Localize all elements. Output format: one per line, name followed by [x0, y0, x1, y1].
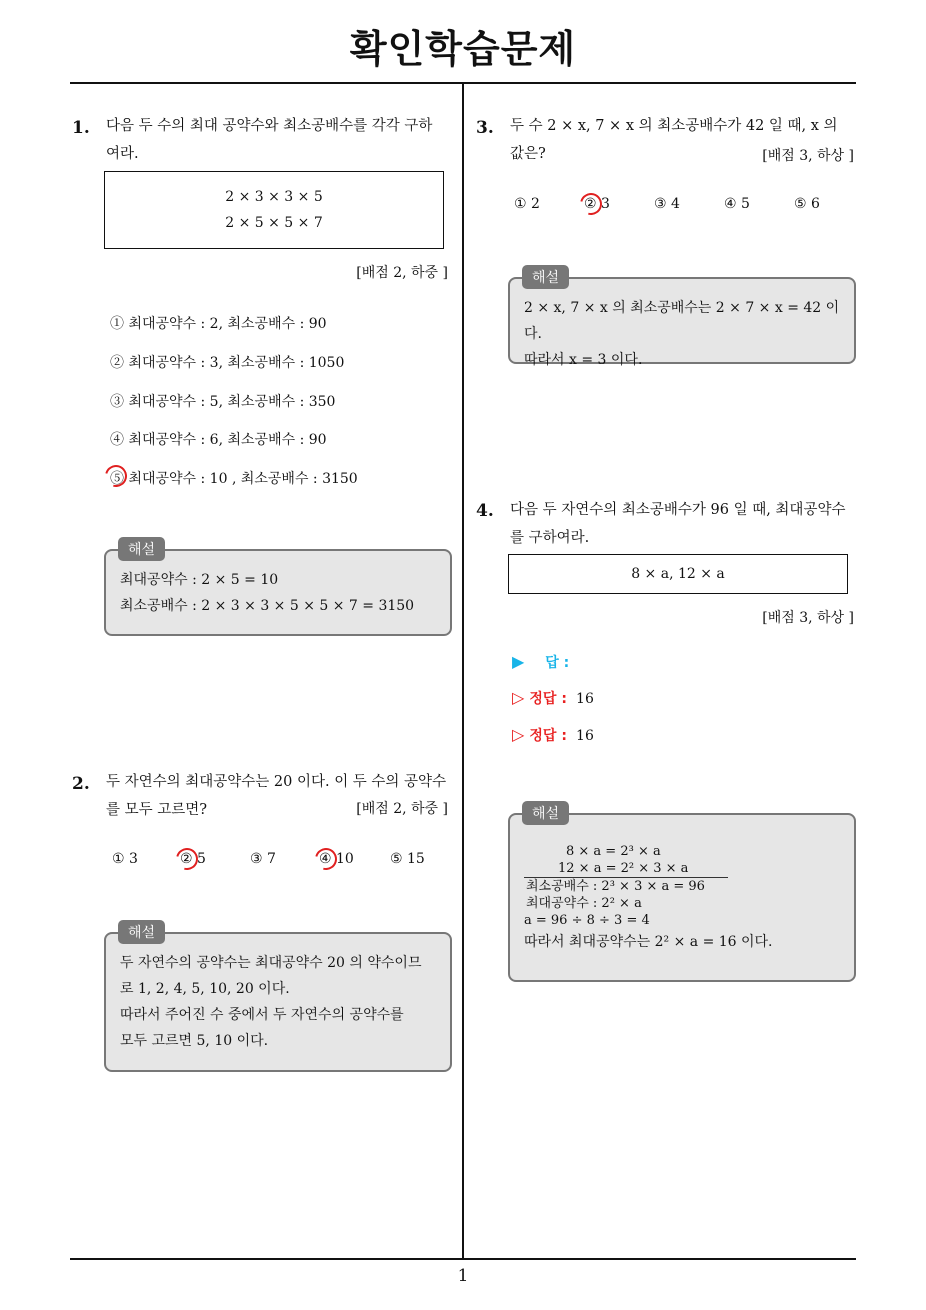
q3-answer-mark-icon: [576, 189, 606, 219]
q4-correct-value-1: 16: [576, 691, 594, 707]
q1-option-4[interactable]: ④ 최대공약수 : 6, 최소공배수 : 90: [110, 432, 327, 448]
q3-sol-line2: 따라서 x = 3 이다.: [524, 352, 643, 368]
q4-box-line1: 8 × a, 12 × a: [631, 566, 725, 582]
q4-given-box: [508, 554, 848, 594]
q4-correct-row-2: [512, 725, 594, 745]
q4-calc-line1: 8 × a = 2³ × a: [566, 844, 661, 859]
q2-sol-line3: 따라서 주어진 수 중에서 두 자연수의 공약수를: [120, 1007, 404, 1023]
q1-solution-box: [104, 549, 452, 636]
q4-number: 4.: [476, 501, 494, 521]
q2-sol-line4: 모두 고르면 5, 10 이다.: [120, 1033, 269, 1049]
q1-sol-line1: 최대공약수 : 2 × 5 = 10: [120, 572, 279, 588]
q2-text-line1: 두 자연수의 최대공약수는 20 이다. 이 두 수의 공약수: [106, 774, 447, 790]
q1-box-line2: 2 × 5 × 5 × 7: [225, 215, 323, 231]
q4-correct-row-1: [512, 688, 594, 708]
q2-solution-box: [104, 932, 452, 1072]
q1-option-2[interactable]: ② 최대공약수 : 3, 최소공배수 : 1050: [110, 355, 345, 371]
q2-option-1[interactable]: ① 3: [112, 851, 138, 867]
q4-correct-marker-icon-1: ▷: [512, 688, 525, 707]
q4-correct-value-2: 16: [576, 728, 594, 744]
page-number: 1: [457, 1266, 469, 1286]
q4-correct-label-2: 정답 :: [529, 728, 567, 744]
q3-sol-line1: 2 × x, 7 × x 의 최소공배수는 2 × 7 × x = 42 이다.: [524, 300, 840, 342]
q4-text-line2: 를 구하여라.: [510, 530, 590, 546]
q4-answer-row: [512, 652, 569, 672]
q4-text: [510, 496, 860, 552]
q4-correct-marker-icon-2: ▷: [512, 725, 525, 744]
play-icon: ▶: [512, 652, 525, 671]
q4-text-line1: 다음 두 자연수의 최소공배수가 96 일 때, 최대공약수: [510, 502, 846, 518]
q4-points: [배점 3, 하상 ]: [762, 610, 854, 626]
q1-text: [106, 112, 456, 168]
q1-option-3[interactable]: ③ 최대공약수 : 5, 최소공배수 : 350: [110, 394, 336, 410]
q3-number: 3.: [476, 118, 494, 138]
q3-text-line1: 두 수 2 × x, 7 × x 의 최소공배수가 42 일 때, x 의: [510, 118, 838, 134]
q1-number: 1.: [72, 118, 90, 138]
q1-sol-line2: 최소공배수 : 2 × 3 × 3 × 5 × 5 × 7 = 3150: [120, 598, 415, 614]
q3-option-3[interactable]: ③ 4: [654, 196, 680, 212]
q1-text-line2: 여라.: [106, 146, 139, 162]
footer-rule: [70, 1258, 856, 1260]
q2-solution-label: 해설: [118, 920, 165, 944]
q2-option-5[interactable]: ⑤ 15: [390, 851, 425, 867]
q3-option-4[interactable]: ④ 5: [724, 196, 750, 212]
q1-box-line1: 2 × 3 × 3 × 5: [225, 189, 323, 205]
q2-option-4[interactable]: ④ 10: [319, 851, 354, 867]
q4-correct-label-1: 정답 :: [529, 691, 567, 707]
q3-option-2[interactable]: ② 3: [584, 196, 610, 212]
q4-answer-label: 답 :: [545, 655, 570, 671]
q3-points: [배점 3, 하상 ]: [762, 148, 854, 164]
q2-option-3[interactable]: ③ 7: [250, 851, 276, 867]
q4-calc-line5: a = 96 ÷ 8 ÷ 3 = 4: [524, 913, 650, 928]
q3-solution-box: [508, 277, 856, 368]
q1-given-box: [104, 171, 444, 249]
q3-option-1[interactable]: ① 2: [514, 196, 540, 212]
q1-points: [배점 2, 하중 ]: [356, 265, 448, 281]
q2-sol-line1: 두 자연수의 공약수는 최대공약수 20 의 약수이므: [120, 955, 422, 971]
q4-calc-line4: 최대공약수 : 2² × a: [526, 896, 642, 911]
q1-option-1[interactable]: ① 최대공약수 : 2, 최소공배수 : 90: [110, 316, 327, 332]
page-title: 확인학습문제: [349, 27, 577, 71]
q1-solution-label: 해설: [118, 537, 165, 561]
q2-number: 2.: [72, 774, 90, 794]
q4-calc-line2: 12 × a = 2² × 3 × a: [524, 860, 728, 878]
q3-text-line2: 값은?: [510, 146, 546, 162]
q4-solution-box: [508, 813, 856, 982]
q2-points: [배점 2, 하중 ]: [356, 801, 448, 817]
q3-solution-label: 해설: [522, 265, 569, 289]
q4-solution-label: 해설: [522, 801, 569, 825]
q3-option-5[interactable]: ⑤ 6: [794, 196, 820, 212]
q2-text-line2: 를 모두 고르면?: [106, 802, 208, 818]
column-divider: [462, 83, 464, 1258]
q2-option-2[interactable]: ② 5: [180, 851, 206, 867]
q2-answer-mark-icon-2: [311, 844, 341, 874]
q2-sol-line2: 로 1, 2, 4, 5, 10, 20 이다.: [120, 981, 290, 997]
q4-calc-line3: 최소공배수 : 2³ × 3 × a = 96: [526, 879, 705, 894]
q4-calc-line6: 따라서 최대공약수는 2² × a = 16 이다.: [524, 934, 773, 950]
q2-answer-mark-icon-1: [172, 844, 202, 874]
q1-option-5[interactable]: ⑤ 최대공약수 : 10 , 최소공배수 : 3150: [110, 471, 358, 487]
q1-text-line1: 다음 두 수의 최대 공약수와 최소공배수를 각각 구하: [106, 118, 433, 134]
